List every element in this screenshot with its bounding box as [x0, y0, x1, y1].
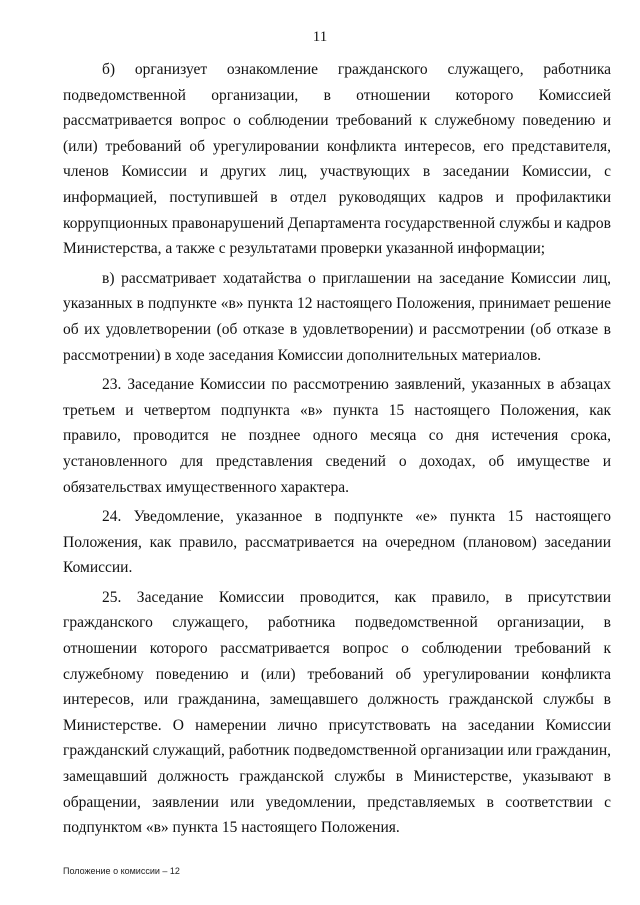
paragraph-23: 23. Заседание Комиссии по рассмотрению заявлений, указанных в абзацах третьем и четвертом подпункта «в» пункта 15 настоящего Положения, как правило, проводится не позднее одного месяца со дня истечения срока, установленного для представления сведений о доходах, об имуществе и обязательствах имущественного характера. — [63, 376, 611, 496]
paragraph-b: б) организует ознакомление гражданского служащего, работника подведомственной организации, в отношении которого Комиссией рассматривается вопрос о соблюдении требований к служебному поведению и (или) требований об урегулировании конфликта интересов, его представителя, членов Комиссии и других лиц, участвующих в заседании Комиссии, с информацией, поступившей в отдел руководящих кадров и профилактики коррупционных правонарушений Департамента государственной службы и кадров Министерства, а также с результатами проверки указанной информации; — [63, 61, 611, 258]
page-number: 11 — [312, 29, 328, 45]
page-footer: Положение о комиссии – 12 — [63, 866, 180, 876]
paragraph-24: 24. Уведомление, указанное в подпункте «е» пункта 15 настоящего Положения, как правило, рассматривается на очередном (плановом) заседании Комиссии. — [63, 508, 611, 577]
document-body — [63, 57, 611, 845]
paragraph-v: в) рассматривает ходатайства о приглашении на заседание Комиссии лиц, указанных в подпункте «в» пункта 12 настоящего Положения, принимает решение об их удовлетворении (об отказе в удовлетворении) и рассмотрении (об отказе в рассмотрении) в ходе заседания Комиссии дополнительных материалов. — [63, 269, 611, 364]
paragraph-25: 25. Заседание Комиссии проводится, как правило, в присутствии гражданского служащего, работника подведомственной организации, в отношении которого рассматривается вопрос о соблюдении требований к служебному поведению и (или) требований об урегулировании конфликта интересов, или гражданина, замещавшего должность гражданской службы в Министерстве. О намерении лично присутствовать на заседании Комиссии гражданский служащий, работник подведомственной организации или гражданин, замещавший должность гражданской службы в Министерстве, указывают в обращении, заявлении или уведомлении, представляемых в соответствии с подпунктом «в» пункта 15 настоящего Положения. — [63, 588, 611, 837]
